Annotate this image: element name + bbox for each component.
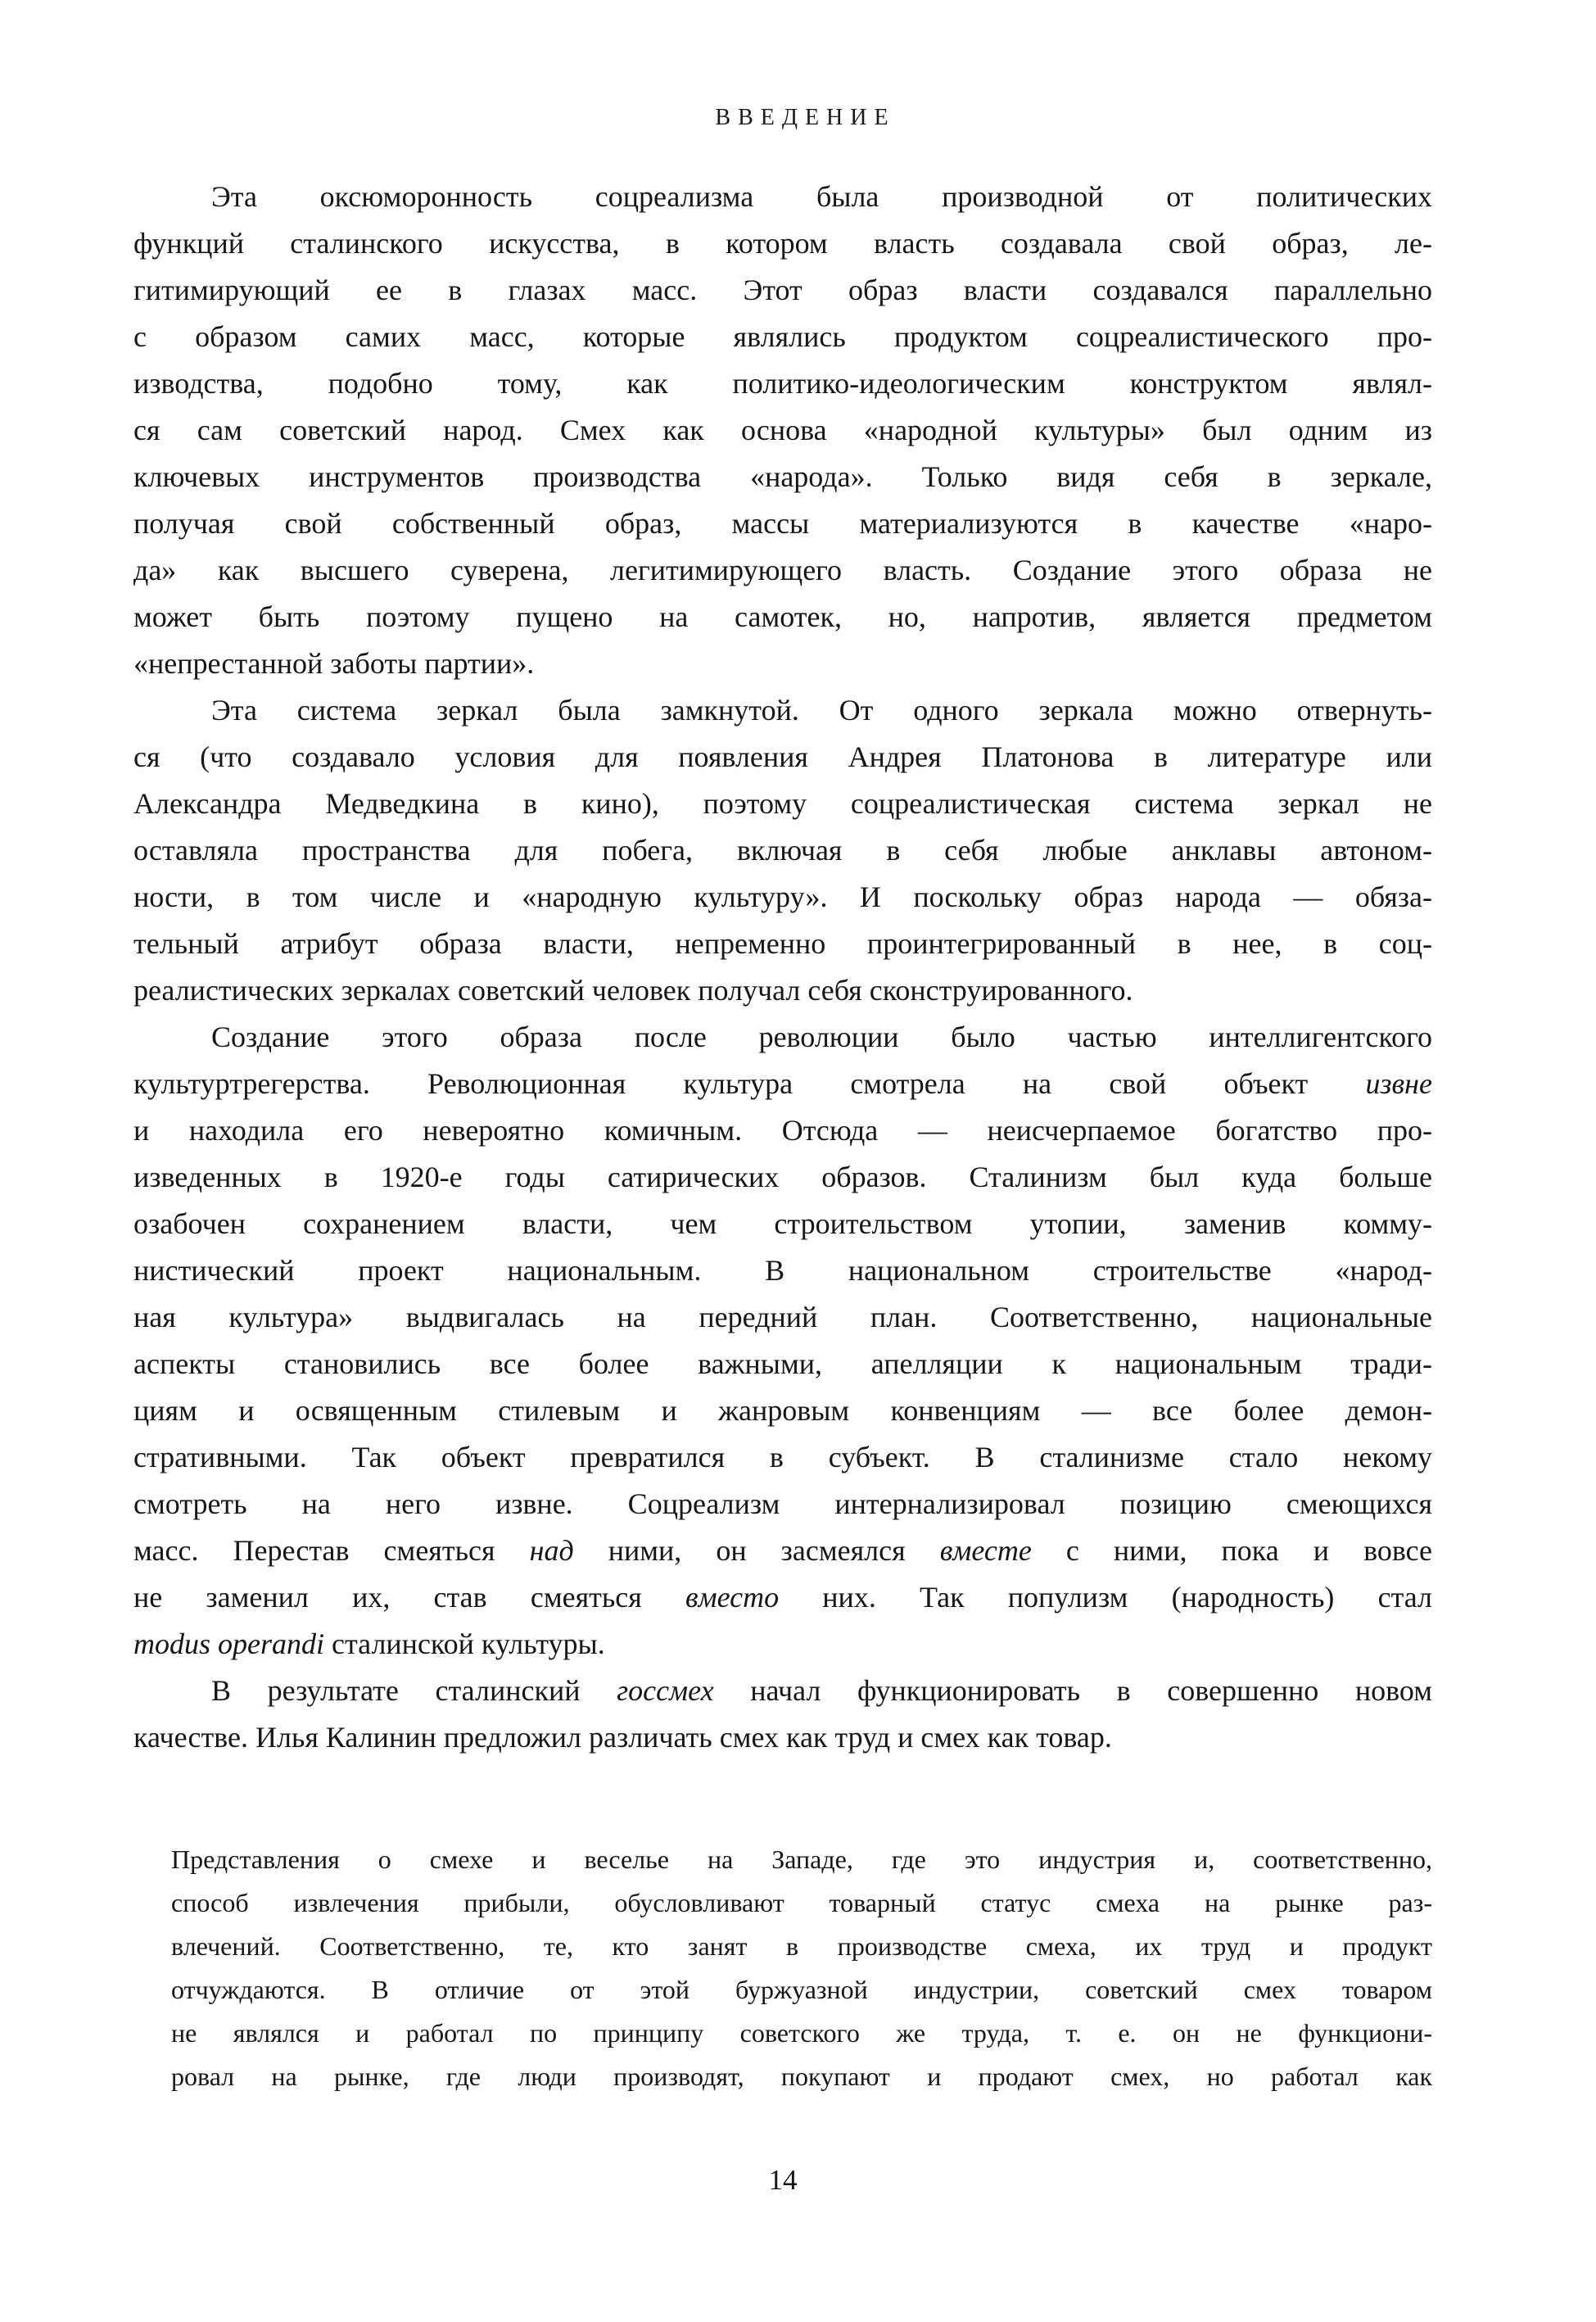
text-line [133,267,1432,314]
text-line [133,500,1432,547]
text-run: отчуждаются. В отличие от этой буржуазной индустрии, советский смех товаром [171,1975,1432,2004]
text-run: изводства, подобно тому, как политико-идеологическим конструктом являл- [133,367,1432,400]
text-run: озабочен сохранением власти, чем строительством утопии, заменив комму- [133,1207,1432,1240]
text-run: Александра Медведкина в кино), поэтому соцреалистическая система зеркал не [133,787,1432,820]
italic-run: вместе [939,1534,1032,1567]
text-line [133,734,1432,781]
text-run: Эта оксюморонность соцреализма была производной от политических [211,180,1432,213]
text-line [133,1574,1432,1621]
text-line [133,1201,1432,1247]
text-run: ся (что создавало условия для появления Андрея Платонова в литературе или [133,740,1432,773]
text-line [133,1668,1432,1714]
text-run: «непрестанной заботы партии». [133,647,535,680]
text-line [133,454,1432,500]
text-run: получая свой собственный образ, массы материализуются в качестве «наро- [133,507,1432,540]
text-run: Создание этого образа после революции было частью интеллигентского [211,1021,1432,1053]
paragraph [133,687,1432,1014]
text-line [133,594,1432,640]
paragraphs-container [133,174,1432,1761]
text-line [133,1621,1432,1668]
italic-run: извне [1365,1067,1432,1100]
text-line [133,1294,1432,1341]
text-run: изведенных в 1920-е годы сатирических образов. Сталинизм был куда больше [133,1161,1432,1193]
text-line [133,827,1432,874]
text-run: оставляла пространства для побега, включая в себя любые анклавы автоном- [133,834,1432,867]
text-line [171,1968,1432,2012]
text-run: начал функционировать в совершенно новом [713,1674,1432,1707]
italic-run: modus operandi [133,1627,324,1660]
text-line [133,1107,1432,1154]
block-quote [171,1838,1432,2098]
text-line [133,1528,1432,1574]
text-line [133,407,1432,454]
text-line [133,314,1432,360]
text-line [133,1154,1432,1201]
text-line [133,921,1432,967]
text-line [133,1061,1432,1107]
text-run: способ извлечения прибыли, обусловливают товарный статус смеха на рынке раз- [171,1888,1432,1917]
running-head: ВВЕДЕНИЕ [715,105,896,130]
text-line [171,2055,1432,2098]
text-run: смотреть на него извне. Соцреализм интернализировал позицию смеющихся [133,1487,1432,1520]
italic-run: вместо [685,1581,780,1614]
text-run: них. Так популизм (народность) стал [779,1581,1433,1614]
text-run: тельный атрибут образа власти, непременно проинтегрированный в нее, в соц- [133,927,1432,960]
text-line [133,1481,1432,1528]
text-line [171,1838,1432,1881]
text-line [171,1925,1432,1968]
text-run: не являлся и работал по принципу советского же труда, т. е. он не функциони- [171,2018,1432,2048]
text-line [133,220,1432,267]
text-run: и находила его невероятно комичным. Отсюда — неисчерпаемое богатство про- [133,1114,1432,1147]
page-number: 14 [768,2164,798,2196]
text-run: Эта система зеркал была замкнутой. От одного зеркала можно отвернуть- [211,694,1432,726]
text-run: с ними, пока и вовсе [1031,1534,1433,1567]
text-run: ровал на рынке, где люди производят, покупают и продают смех, но работал как [171,2062,1432,2091]
text-run: масс. Перестав смеяться [133,1534,530,1567]
text-line [133,1434,1432,1481]
text-run: циям и освященным стилевым и жанровым конвенциям — все более демон- [133,1394,1432,1427]
text-run: гитимирующий ее в глазах масс. Этот образ власти создавался параллельно [133,274,1432,306]
text-line [171,2012,1432,2055]
text-line [133,360,1432,407]
text-run: влечений. Соответственно, те, кто занят в производстве смеха, их труд и продукт [171,1931,1432,1961]
text-run: стративными. Так объект превратился в субъект. В сталинизме стало некому [133,1441,1432,1473]
text-run: не заменил их, став смеяться [133,1581,686,1614]
paragraph [133,1668,1432,1761]
text-run: ключевых инструментов производства «народа». Только видя себя в зеркале, [133,460,1432,493]
text-line [171,1881,1432,1925]
text-line [133,874,1432,921]
text-run: ся сам советский народ. Смех как основа «народной культуры» был одним из [133,414,1432,446]
italic-run: госсмех [617,1674,714,1707]
text-run: сталинской культуры. [324,1627,605,1660]
text-run: с образом самих масс, которые являлись продуктом соцреалистического про- [133,320,1432,353]
paragraph [133,174,1432,687]
text-run: В результате сталинский [211,1674,617,1707]
text-line [133,687,1432,734]
text-line [133,967,1432,1014]
text-line [133,781,1432,827]
text-line [133,1014,1432,1061]
text-block [133,174,1432,2098]
text-line [133,1714,1432,1761]
paragraph [133,1014,1432,1668]
text-line [133,547,1432,594]
text-run: функций сталинского искусства, в котором власть создавала свой образ, ле- [133,227,1432,260]
text-run: да» как высшего суверена, легитимирующего власть. Создание этого образа не [133,554,1432,586]
text-line [133,1341,1432,1387]
text-run: может быть поэтому пущено на самотек, но, напротив, является предметом [133,600,1432,633]
text-run: качестве. Илья Калинин предложил различать смех как труд и смех как товар. [133,1721,1112,1754]
text-run: ности, в том числе и «народную культуру». И поскольку образ народа — обяза- [133,880,1432,913]
text-run: ная культура» выдвигалась на передний план. Соответственно, национальные [133,1301,1432,1333]
text-run: реалистических зеркалах советский человек получал себя сконструированного. [133,974,1133,1007]
text-run: нистический проект национальным. В национальном строительстве «народ- [133,1254,1432,1287]
text-line [133,174,1432,220]
italic-run: над [529,1534,574,1567]
text-line [133,640,1432,687]
text-line [133,1387,1432,1434]
text-run: аспекты становились все более важными, апелляции к национальным тради- [133,1347,1432,1380]
text-run: ними, он засмеялся [573,1534,940,1567]
text-run: Представления о смехе и веселье на Западе, где это индустрия и, соответственно, [171,1844,1432,1874]
text-run: культуртрегерства. Революционная культура смотрела на свой объект [133,1067,1366,1100]
text-line [133,1247,1432,1294]
